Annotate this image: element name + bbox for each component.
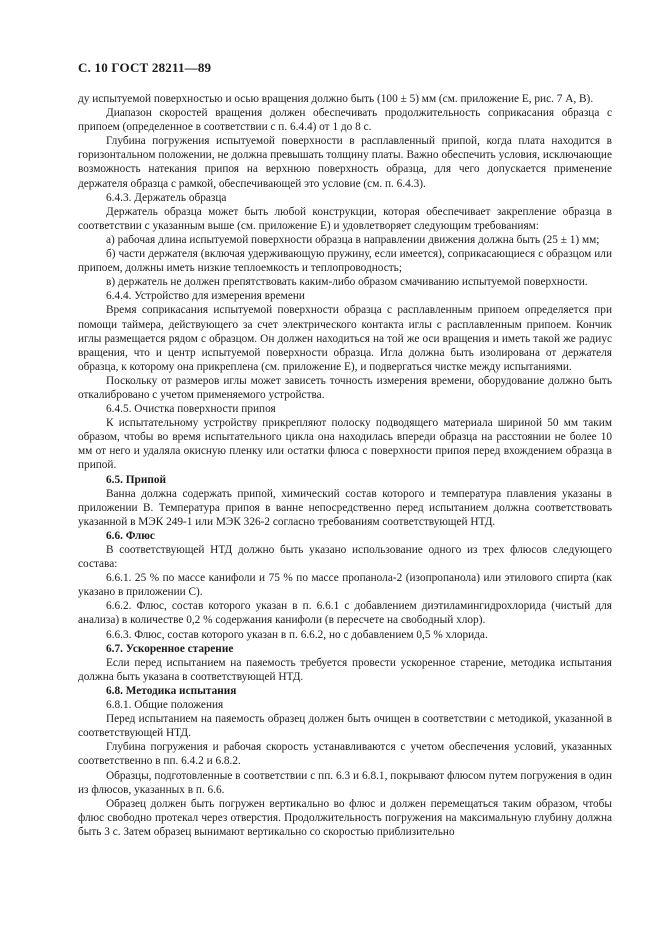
paragraph: Время соприкасания испытуемой поверхности образца с расплавленным припоем определяется при помощи таймера, действующего за счет электрического контакта иглы с расплавленным припоем. Кончик иглы размещается рядом с образцом. Он должен находиться на той же оси вращения и иметь такой же радиус вращения, что и центр испытуемой поверхности образца. Игла должна быть изолирована от держателя образца, к которому она прикреплена (см. приложение Е), и подвергаться чистке между испытаниями. (78, 304, 612, 373)
subsection-heading: 6.4.3. Держатель образца (106, 191, 227, 204)
subsection-heading: 6.8.1. Общие положения (106, 699, 224, 712)
page-header: С. 10 ГОСТ 28211—89 (78, 60, 212, 75)
document-body (78, 92, 612, 839)
subsection-heading: 6.4.5. Очистка поверхности припоя (106, 403, 276, 416)
paragraph: в) держатель не должен препятствовать каким-либо образом смачиванию испытуемой поверхности. (106, 276, 588, 289)
paragraph: Образцы, подготовленные в соответствии с пп. 6.3 и 6.8.1, покрывают флюсом путем погружения в один из флюсов, указанных в п. 6.6. (78, 769, 612, 796)
paragraph: Если перед испытанием на паяемость требуется провести ускоренное старение, методика испытания должна быть указана в соответствующей НТД. (78, 656, 612, 683)
paragraph: Глубина погружения и рабочая скорость устанавливаются с учетом обеспечения условий, указанных соответственно в пп. 6.4.2 и 6.8.2. (78, 741, 612, 768)
section-heading: 6.8. Методика испытания (106, 684, 237, 697)
subsection-heading: 6.4.4. Устройство для измерения времени (106, 290, 305, 303)
paragraph: Перед испытанием на паяемость образец должен быть очищен в соответствии с методикой, указанной в соответствующей НТД. (78, 713, 612, 740)
section-heading: 6.7. Ускоренное старение (106, 642, 234, 655)
paragraph: К испытательному устройству прикрепляют полоску подводящего материала шириной 50 мм таким образом, чтобы во время испытательного цикла она находилась впереди образца на расстоянии не более 10 мм от него и удаляла окисную пленку или остатки флюса с поверхности припоя перед вхождением образца в припой. (78, 417, 612, 472)
paragraph: 6.6.1. 25 % по массе канифоли и 75 % по массе пропанола-2 (изопропанола) или этилового спирта (как указано в приложении С). (78, 572, 612, 599)
section-heading: 6.5. Припой (106, 473, 167, 486)
paragraph: б) части держателя (включая удерживающую пружину, если имеется), соприкасающиеся с образцом или припоем, должны иметь низкие теплоемкость и теплопроводность; (78, 248, 612, 275)
paragraph: ду испытуемой поверхностью и осью вращения должно быть (100 ± 5) мм (см. приложение Е, рис. 7 А, В). (78, 93, 594, 105)
paragraph: 6.6.2. Флюс, состав которого указан в п. 6.6.1 с добавлением диэтиламингидрохлорида (чистый для анализа) в количестве 0,2 % содержания канифоли (в пересчете на свободный хлор). (78, 600, 612, 627)
paragraph: а) рабочая длина испытуемой поверхности образца в направлении движения должна быть (25 ± 1) мм; (106, 233, 600, 246)
paragraph: Глубина погружения испытуемой поверхности в расплавленный припой, когда плата находится в горизонтальном положении, не должна превышать толщину платы. Важно обеспечить условия, исключающие возможность натекания припоя на верхнюю поверхность образца, для чего допускается применение держателя образца с рамкой, обеспечивающей это условие (см. п. 6.4.3). (78, 135, 612, 190)
paragraph: Ванна должна содержать припой, химический состав которого и температура плавления указаны в приложении В. Температура припоя в ванне непосредственно перед испытанием должна соответствовать указанной в МЭК 249-1 или МЭК 326-2 согласно требованиям соответствующей НТД. (78, 487, 612, 528)
paragraph: В соответствующей НТД должно быть указано использование одного из трех флюсов следующего состава: (78, 544, 612, 571)
paragraph: Образец должен быть погружен вертикально во флюс и должен перемещаться таким образом, чтобы флюс свободно протекал через отверстия. Продолжительность погружения на максимальную глубину должна быть 3 с. Затем образец вынимают вертикально со скоростью приблизительно (78, 797, 612, 838)
paragraph: Поскольку от размеров иглы может зависеть точность измерения времени, оборудование должно быть откалибровано с учетом применяемого устройства. (78, 374, 612, 401)
paragraph: Диапазон скоростей вращения должен обеспечивать продолжительность соприкасания образца с припоем (определенное в соответствии с п. 6.4.4) от 1 до 8 с. (78, 107, 612, 134)
section-heading: 6.6. Флюс (106, 529, 155, 542)
paragraph: Держатель образца может быть любой конструкции, которая обеспечивает закрепление образца в соответствии с указанным выше (см. приложение Е) и удовлетворяет следующим требованиям: (78, 205, 612, 232)
paragraph: 6.6.3. Флюс, состав которого указан в п. 6.6.2, но с добавлением 0,5 % хлорида. (106, 628, 488, 641)
